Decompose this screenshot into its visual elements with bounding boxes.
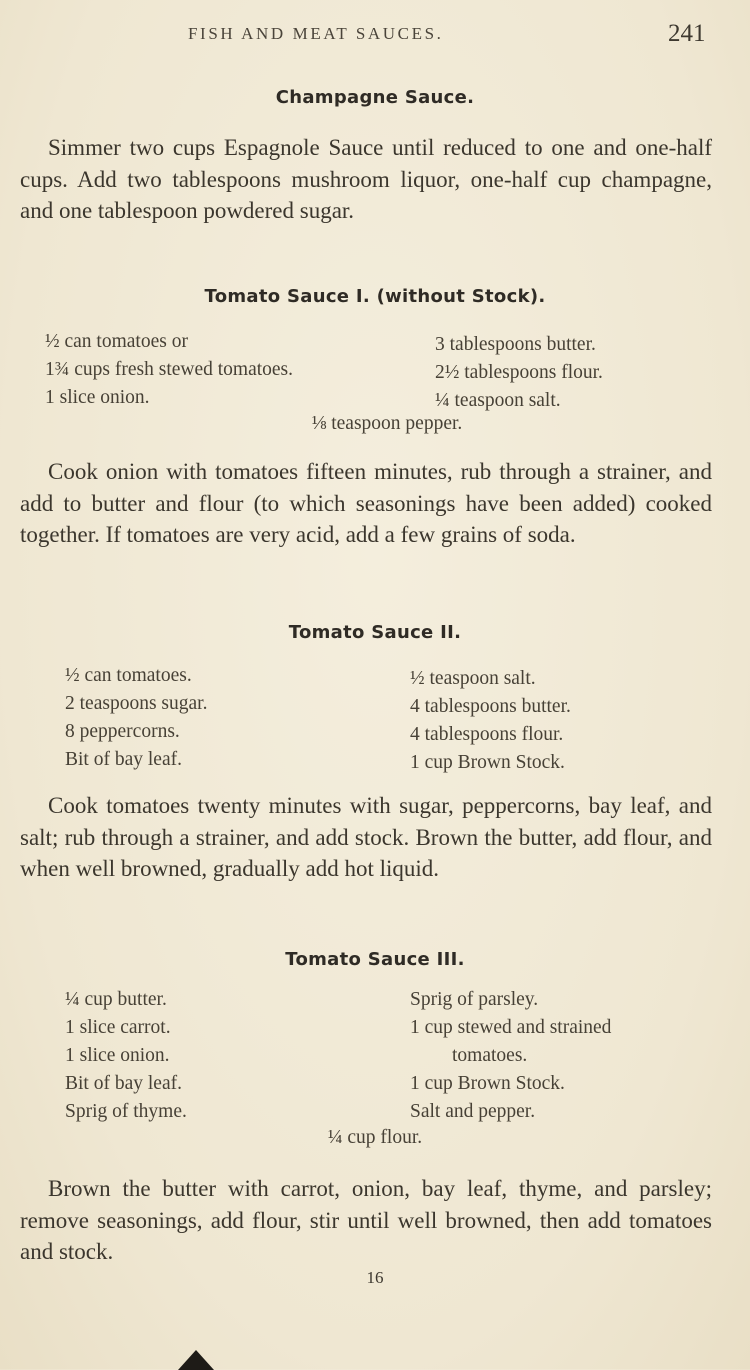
ingredient: 1 cup Brown Stock. — [410, 1073, 565, 1094]
ingredient: Sprig of parsley. — [410, 989, 539, 1010]
ingredient: 1 cup Brown Stock. — [410, 752, 565, 773]
ink-blot-mark — [178, 1350, 214, 1370]
ingredient: 8 peppercorns. — [65, 721, 180, 742]
heading-tomato-sauce-3: Tomato Sauce III. — [285, 949, 465, 970]
ingredients-right-tomato-sauce-3 — [410, 986, 611, 1126]
page-number: 241 — [668, 20, 706, 47]
ingredients-left-tomato-sauce-2 — [65, 662, 207, 774]
ingredient: 1 slice onion. — [65, 1045, 170, 1066]
ingredient-center-tomato-sauce-3: ¼ cup flour. — [327, 1127, 423, 1148]
ingredients-right-tomato-sauce-1 — [435, 331, 603, 415]
ingredient: 1 slice onion. — [45, 387, 150, 408]
ingredient: 1¾ cups fresh stewed tomatoes. — [45, 359, 294, 380]
paragraph-tomato-sauce-3: Brown the butter with carrot, onion, bay leaf, thyme, and parsley; remove seasonings, add flour, stir until well browned, then add tomatoes and stock. — [20, 1176, 712, 1264]
ingredient: ½ can tomatoes. — [65, 665, 192, 686]
ingredient: ¼ teaspoon salt. — [435, 390, 561, 411]
ingredient: Bit of bay leaf. — [65, 749, 182, 770]
ingredients-right-tomato-sauce-2 — [410, 665, 571, 777]
ingredient: Sprig of thyme. — [65, 1101, 187, 1122]
heading-tomato-sauce-2: Tomato Sauce II. — [288, 622, 462, 643]
ingredient: 4 tablespoons butter. — [410, 696, 571, 717]
heading-champagne-sauce: Champagne Sauce. — [275, 87, 475, 108]
ingredient: Salt and pepper. — [410, 1101, 536, 1122]
ingredient: 2½ tablespoons flour. — [435, 362, 603, 383]
ingredient: 1 slice carrot. — [65, 1017, 171, 1038]
signature-mark: 16 — [366, 1268, 384, 1287]
heading-tomato-sauce-1: Tomato Sauce I. (without Stock). — [204, 286, 546, 307]
ingredient: ½ can tomatoes or — [45, 331, 188, 352]
paragraph-champagne-sauce: Simmer two cups Espagnole Sauce until reduced to one and one-half cups. Add two tablespoons mushroom liquor, one-half cup champagne, and one tablespoon powdered sugar. — [20, 135, 712, 223]
ingredient: 2 teaspoons sugar. — [65, 693, 208, 714]
running-head — [0, 20, 750, 50]
running-title: FISH AND MEAT SAUCES. — [188, 24, 444, 43]
ingredients-left-tomato-sauce-1 — [45, 328, 293, 412]
ingredient: 3 tablespoons butter. — [435, 334, 596, 355]
ingredient-continuation: tomatoes. — [452, 1045, 528, 1066]
paragraph-tomato-sauce-1: Cook onion with tomatoes fifteen minutes, rub through a strainer, and add to butter and flour (to which seasonings have been added) cooked together. If tomatoes are very acid, add a few grains of soda. — [20, 459, 712, 547]
ingredient: Bit of bay leaf. — [65, 1073, 182, 1094]
ingredient: ¼ cup butter. — [65, 989, 167, 1010]
ingredient: 1 cup stewed and strained — [410, 1017, 612, 1038]
ingredient: 4 tablespoons flour. — [410, 724, 564, 745]
paragraph-tomato-sauce-2: Cook tomatoes twenty minutes with sugar, peppercorns, bay leaf, and salt; rub through a strainer, and add stock. Brown the butter, add flour, and when well browned, gradually add hot liquid. — [20, 793, 712, 881]
ingredient: ½ teaspoon salt. — [410, 668, 536, 689]
ingredients-left-tomato-sauce-3 — [65, 986, 187, 1126]
ingredient-center-tomato-sauce-1: ⅛ teaspoon pepper. — [311, 413, 463, 434]
